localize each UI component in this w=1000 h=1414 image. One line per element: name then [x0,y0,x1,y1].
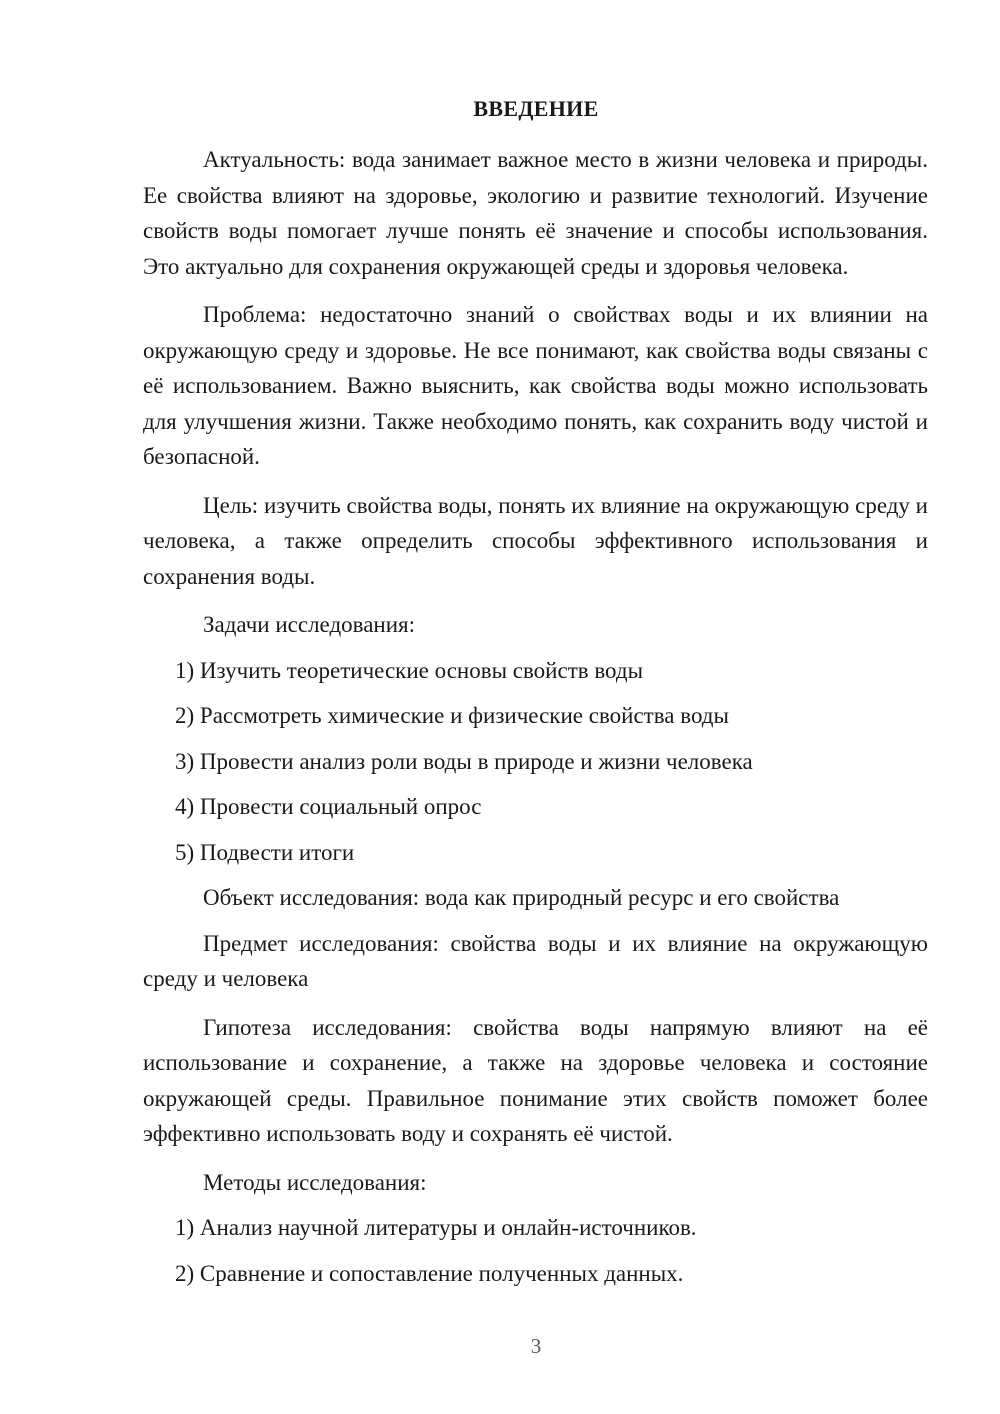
hypothesis-paragraph: Гипотеза исследования: свойства воды напрямую влияют на её использование и сохранение, а также на здоровье человека и состояние окружающей среды. Правильное понимание этих свойств поможет более эффективно использовать воду и сохранять её чистой. [143,1014,928,1146]
relevance-paragraph: Актуальность: вода занимает важное место в жизни человека и природы. Ее свойства влияют на здоровье, экологию и развитие технологий. Изучение свойств воды помогает лучше понять её значение и способы использования. Это актуально для сохранения окружающей среды и здоровья человека. [143,147,928,279]
goal-paragraph: Цель: изучить свойства воды, понять их влияние на окружающую среду и человека, а также определить способы эффективного использования и сохранения воды. [143,492,928,589]
methods-list [143,1210,928,1291]
tasks-heading: Задачи исследования: [203,612,416,637]
list-item: 4) Провести социальный опрос [175,794,482,819]
problem-paragraph: Проблема: недостаточно знаний о свойствах воды и их влиянии на окружающую среду и здоровье. Не все понимают, как свойства воды связаны с её использованием. Важно выяснить, как свойства воды можно использовать для улучшения жизни. Также необходимо понять, как сохранить воду чистой и безопасной. [143,302,928,469]
methods-heading: Методы исследования: [203,1169,427,1195]
object-paragraph: Объект исследования: вода как природный ресурс и его свойства [203,885,840,910]
document-body [143,142,928,1301]
list-item: 3) Провести анализ роли воды в природе и жизни человека [175,748,753,774]
page-title: ВВЕДЕНИЕ [473,96,599,121]
page-number: 3 [530,1334,542,1358]
list-item: 1) Анализ научной литературы и онлайн-источников. [175,1215,697,1240]
list-item: 5) Подвести итоги [175,839,355,865]
list-item: 2) Сравнение и сопоставление полученных данных. [175,1260,684,1286]
list-item: 1) Изучить теоретические основы свойств воды [175,657,644,683]
subject-paragraph: Предмет исследования: свойства воды и их влияние на окружающую среду и человека [143,930,928,991]
tasks-list [143,653,928,871]
list-item: 2) Рассмотреть химические и физические свойства воды [175,703,729,728]
